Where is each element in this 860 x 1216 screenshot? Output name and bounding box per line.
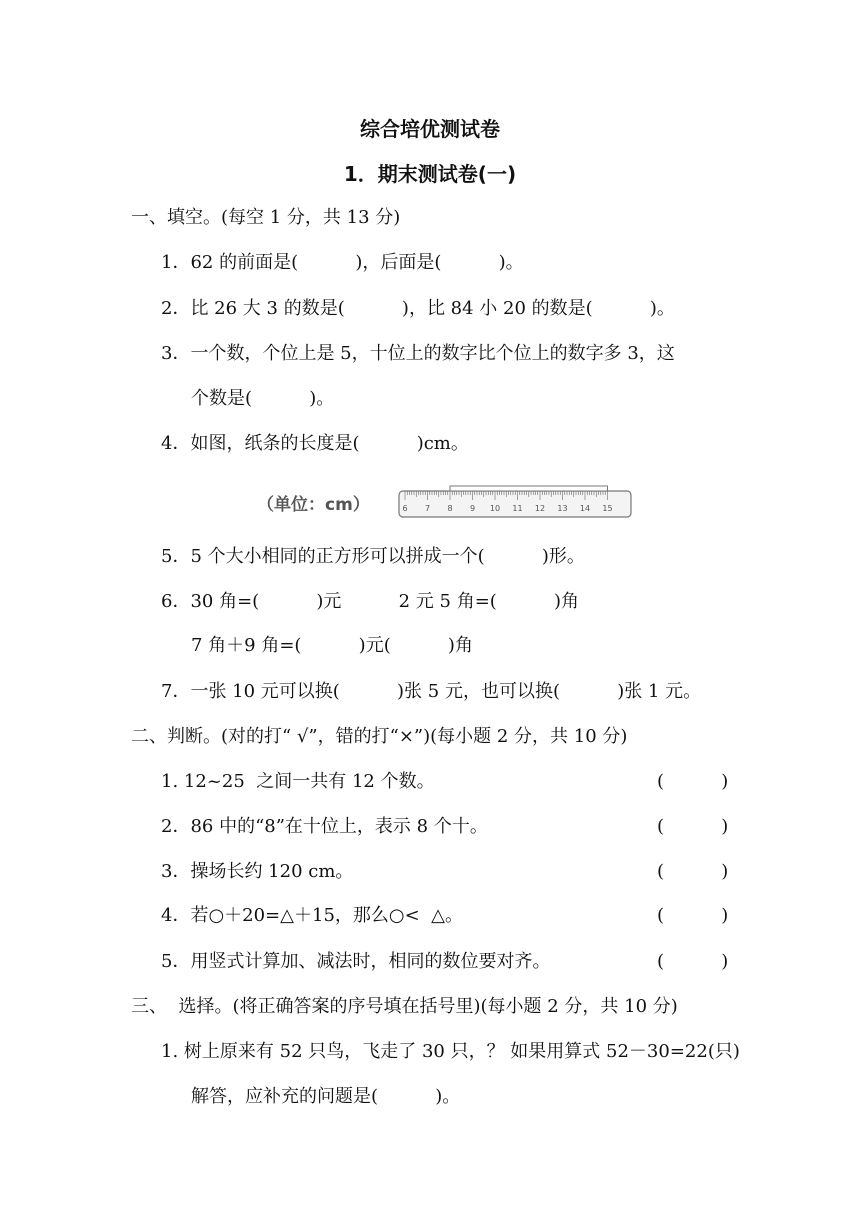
judge-5: 5．用竖式计算加、减法时，相同的数位要对齐。 <box>161 951 551 972</box>
ruler-figure <box>257 484 637 524</box>
ruler-tick-label: 12 <box>534 504 546 513</box>
question-1-3-cont: 个数是( )。 <box>191 388 335 409</box>
judge-1: 1. 12~25 之间一共有 12 个数。 <box>161 771 435 792</box>
judge-1-answer: ( ) <box>657 771 729 792</box>
question-1-3: 3．一个数，个位上是 5，十位上的数字比个位上的数字多 3，这 <box>161 343 675 364</box>
ruler-tick-label: 9 <box>469 504 476 513</box>
question-1-6: 6．30 角=( )元 2 元 5 角=( )角 <box>161 591 580 612</box>
ruler-tick-label: 10 <box>489 504 501 513</box>
question-1-5: 5．5 个大小相同的正方形可以拼成一个( )形。 <box>161 546 585 567</box>
page-title: 综合培优测试卷 <box>360 117 500 141</box>
ruler-image <box>395 484 635 524</box>
judge-2-answer: ( ) <box>657 816 729 837</box>
judge-5-answer: ( ) <box>657 951 729 972</box>
judge-3-answer: ( ) <box>657 861 729 882</box>
paper-strip-rect <box>450 486 608 491</box>
ruler-tick-label: 8 <box>447 504 453 513</box>
question-1-4: 4．如图，纸条的长度是( )cm。 <box>161 433 469 454</box>
question-1-6-cont: 7 角＋9 角=( )元( )角 <box>191 635 473 656</box>
ruler-tick-label: 15 <box>602 504 613 513</box>
ruler-unit-label: （单位：cm） <box>257 495 370 515</box>
choice-1-cont: 解答，应补充的问题是( )。 <box>191 1086 461 1107</box>
page-subtitle: 1．期末测试卷(一) <box>343 162 517 186</box>
question-1-2: 2．比 26 大 3 的数是( )，比 84 小 20 的数是( )。 <box>161 298 675 319</box>
choice-1: 1. 树上原来有 52 只鸟，飞走了 30 只，？ 如果用算式 52－30=22(只) <box>161 1041 740 1062</box>
section3-heading: 三、 选择。(将正确答案的序号填在括号里)(每小题 2 分，共 10 分) <box>131 996 678 1017</box>
ruler-tick-label: 13 <box>557 504 568 513</box>
ruler-tick-label: 14 <box>579 504 591 513</box>
question-1-1: 1．62 的前面是( )，后面是( )。 <box>161 252 524 273</box>
ruler-tick-label: 7 <box>424 504 431 513</box>
judge-2: 2．86 中的“8”在十位上，表示 8 个十。 <box>161 816 488 837</box>
ruler-tick-label: 6 <box>402 504 408 513</box>
judge-4: 4．若○＋20=△＋15，那么○< △。 <box>161 905 463 926</box>
question-1-7: 7．一张 10 元可以换( )张 5 元，也可以换( )张 1 元。 <box>161 681 702 702</box>
paper-strip <box>450 486 608 491</box>
section2-heading: 二、判断。(对的打“ √”，错的打“×”)(每小题 2 分，共 10 分) <box>131 726 628 747</box>
ruler-tick-label: 11 <box>512 504 523 513</box>
judge-4-answer: ( ) <box>657 905 729 926</box>
section1-heading: 一、填空。(每空 1 分，共 13 分) <box>131 207 401 228</box>
judge-3: 3．操场长约 120 cm。 <box>161 861 354 882</box>
